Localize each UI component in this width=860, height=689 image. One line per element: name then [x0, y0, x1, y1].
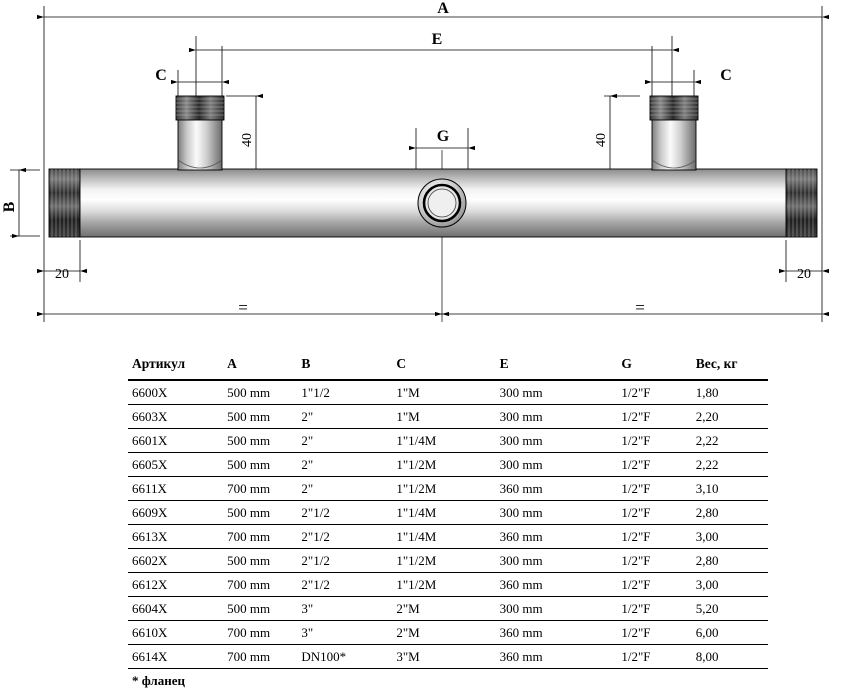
cell-a: 700 mm [227, 645, 301, 669]
cell-article: 6611X [128, 477, 227, 501]
cell-b: 1"1/2 [301, 380, 396, 405]
cell-weight: 2,80 [696, 549, 768, 573]
cell-g: 1/2"F [621, 525, 695, 549]
cell-article: 6613X [128, 525, 227, 549]
cell-article: 6600X [128, 380, 227, 405]
cell-b: 3" [301, 597, 396, 621]
dim-label-20-right: 20 [797, 267, 811, 282]
cell-g: 1/2"F [621, 549, 695, 573]
cell-b: 3" [301, 621, 396, 645]
cell-e: 360 mm [500, 645, 622, 669]
footnote-text: фланец [141, 673, 185, 688]
cell-weight: 2,20 [696, 405, 768, 429]
cell-a: 500 mm [227, 405, 301, 429]
specification-table-wrapper [128, 352, 768, 689]
dim-label-equal-right: = [635, 298, 645, 317]
cell-weight: 5,20 [696, 597, 768, 621]
cell-a: 500 mm [227, 597, 301, 621]
cell-c: 3"M [396, 645, 499, 669]
cell-g: 1/2"F [621, 405, 695, 429]
specification-table [128, 352, 768, 669]
cell-c: 1"1/4M [396, 525, 499, 549]
col-header-article: Артикул [132, 356, 186, 371]
cell-e: 360 mm [500, 525, 622, 549]
table-body [128, 380, 768, 669]
cell-g: 1/2"F [621, 573, 695, 597]
product-drawing [0, 0, 860, 340]
cell-a: 500 mm [227, 453, 301, 477]
cell-e: 300 mm [500, 549, 622, 573]
cell-b: 2" [301, 477, 396, 501]
table-row [128, 597, 768, 621]
cell-e: 300 mm [500, 429, 622, 453]
col-header-a: A [227, 356, 237, 371]
cell-article: 6602X [128, 549, 227, 573]
cell-c: 1"1/4M [396, 429, 499, 453]
cell-weight: 6,00 [696, 621, 768, 645]
cell-c: 1"1/2M [396, 453, 499, 477]
col-header-b: B [301, 356, 311, 371]
cell-g: 1/2"F [621, 453, 695, 477]
cell-e: 300 mm [500, 380, 622, 405]
cell-weight: 2,22 [696, 453, 768, 477]
cell-c: 2"M [396, 621, 499, 645]
dim-label-G: G [436, 128, 450, 145]
table-row [128, 549, 768, 573]
cell-weight: 3,10 [696, 477, 768, 501]
cell-b: 2"1/2 [301, 549, 396, 573]
cell-weight: 8,00 [696, 645, 768, 669]
table-row [128, 429, 768, 453]
cell-article: 6610X [128, 621, 227, 645]
cell-weight: 3,00 [696, 573, 768, 597]
cell-e: 300 mm [500, 453, 622, 477]
dim-label-C-right: C [720, 67, 732, 84]
cell-b: 2" [301, 405, 396, 429]
cell-a: 700 mm [227, 621, 301, 645]
table-row [128, 477, 768, 501]
cell-article: 6612X [128, 573, 227, 597]
cell-weight: 2,22 [696, 429, 768, 453]
table-head [128, 352, 768, 380]
table-row [128, 453, 768, 477]
cell-a: 700 mm [227, 477, 301, 501]
dim-label-40-left: 40 [240, 133, 255, 147]
cell-c: 1"1/4M [396, 501, 499, 525]
dim-label-A: A [437, 0, 449, 17]
cell-g: 1/2"F [621, 501, 695, 525]
pipe-body-graphic [49, 96, 817, 237]
cell-weight: 1,80 [696, 380, 768, 405]
cell-c: 1"M [396, 405, 499, 429]
table-footnote [128, 673, 768, 689]
cell-e: 360 mm [500, 573, 622, 597]
table-row [128, 405, 768, 429]
col-header-weight: Вес, кг [695, 356, 738, 371]
cell-article: 6609X [128, 501, 227, 525]
cell-a: 700 mm [227, 525, 301, 549]
table-row [128, 525, 768, 549]
cell-a: 500 mm [227, 429, 301, 453]
cell-e: 300 mm [500, 501, 622, 525]
cell-c: 1"1/2M [396, 549, 499, 573]
drawing-svg [0, 0, 860, 340]
cell-c: 2"M [396, 597, 499, 621]
dim-label-equal-left: = [238, 298, 248, 317]
cell-b: DN100* [301, 645, 396, 669]
cell-weight: 3,00 [696, 525, 768, 549]
cell-g: 1/2"F [621, 645, 695, 669]
table-header-row [128, 352, 768, 380]
col-header-c: C [396, 356, 407, 371]
table-row [128, 573, 768, 597]
cell-article: 6601X [128, 429, 227, 453]
cell-e: 300 mm [500, 405, 622, 429]
dim-label-E: E [431, 31, 443, 48]
cell-e: 360 mm [500, 477, 622, 501]
table-row [128, 501, 768, 525]
col-header-g: G [621, 356, 632, 371]
cell-e: 300 mm [500, 597, 622, 621]
cell-article: 6603X [128, 405, 227, 429]
table-row [128, 645, 768, 669]
cell-b: 2"1/2 [301, 573, 396, 597]
cell-c: 1"1/2M [396, 477, 499, 501]
cell-e: 360 mm [500, 621, 622, 645]
cell-g: 1/2"F [621, 621, 695, 645]
table-row [128, 380, 768, 405]
cell-a: 500 mm [227, 501, 301, 525]
cell-c: 1"1/2M [396, 573, 499, 597]
dim-label-B: B [1, 201, 18, 213]
footnote-star: * [132, 673, 139, 688]
cell-a: 700 mm [227, 573, 301, 597]
cell-a: 500 mm [227, 549, 301, 573]
cell-g: 1/2"F [621, 477, 695, 501]
cell-g: 1/2"F [621, 429, 695, 453]
col-header-e: E [499, 356, 509, 371]
cell-b: 2" [301, 453, 396, 477]
cell-article: 6604X [128, 597, 227, 621]
cell-article: 6605X [128, 453, 227, 477]
dim-label-20-left: 20 [55, 267, 69, 282]
cell-b: 2"1/2 [301, 501, 396, 525]
cell-article: 6614X [128, 645, 227, 669]
cell-g: 1/2"F [621, 597, 695, 621]
cell-a: 500 mm [227, 380, 301, 405]
cell-c: 1"M [396, 380, 499, 405]
dim-label-C-left: C [155, 67, 167, 84]
cell-b: 2" [301, 429, 396, 453]
cell-g: 1/2"F [621, 380, 695, 405]
table-row [128, 621, 768, 645]
cell-weight: 2,80 [696, 501, 768, 525]
cell-b: 2"1/2 [301, 525, 396, 549]
dim-label-40-right: 40 [594, 133, 609, 147]
